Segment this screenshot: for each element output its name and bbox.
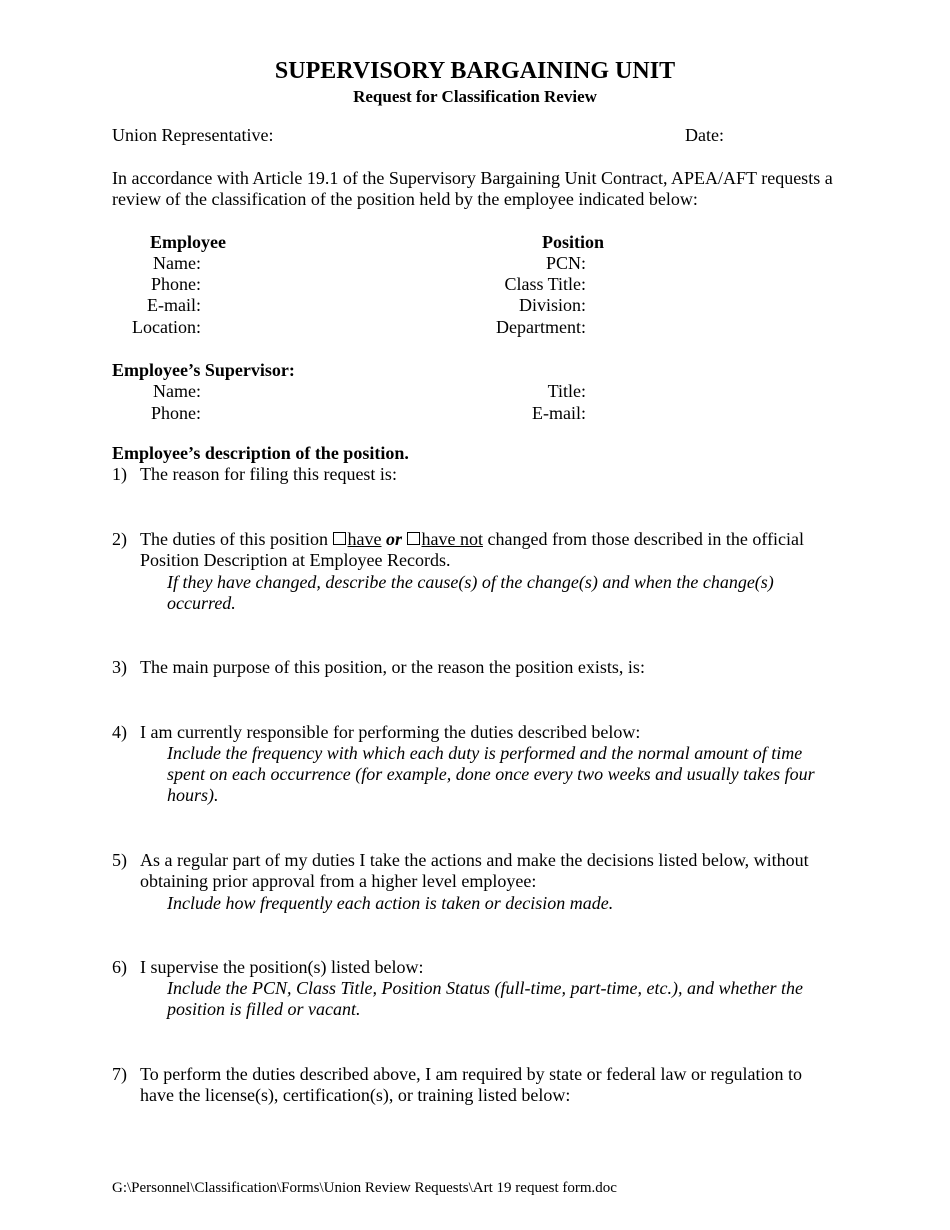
union-representative-label: Union Representative: <box>112 125 274 145</box>
or-label: or <box>385 529 402 549</box>
supervisor-title-label: Title: <box>547 381 586 401</box>
item-4-note: Include the frequency with which each duty is performed and the normal amount of time spent on each occurrence (for example, done once every two weeks and usually takes four hours). <box>167 743 815 805</box>
footer-file-path: G:\Personnel\Classification\Forms\Union Review Requests\Art 19 request form.doc <box>112 1180 617 1196</box>
supervisor-email-label: E-mail: <box>532 403 586 423</box>
item-7-text: To perform the duties described above, I am required by state or federal law or regulation to have the license(s), certification(s), or training listed below: <box>140 1064 802 1105</box>
item-6-text: I supervise the position(s) listed below: <box>140 957 424 977</box>
item-1-text: The reason for filing this request is: <box>140 464 397 484</box>
employee-heading: Employee <box>150 232 226 252</box>
item-5-text: As a regular part of my duties I take the actions and make the decisions listed below, without obtaining prior approval from a higher level employee: <box>140 850 809 891</box>
supervisor-name-label: Name: <box>153 381 201 401</box>
employee-phone-label: Phone: <box>150 274 201 294</box>
item-3-number: 3) <box>112 657 127 677</box>
item-1-number: 1) <box>112 464 127 484</box>
item-5-note: Include how frequently each action is taken or decision made. <box>167 893 614 913</box>
item-4-number: 4) <box>112 722 127 742</box>
position-class-title-label: Class Title: <box>504 274 586 294</box>
form-subtitle: Request for Classification Review <box>353 87 597 106</box>
supervisor-heading: Employee’s Supervisor: <box>112 360 295 380</box>
have-checkbox[interactable] <box>333 532 346 545</box>
employee-name-label: Name: <box>153 253 201 273</box>
item-6-note: Include the PCN, Class Title, Position Status (full-time, part-time, etc.), and whether the position is filled or vacant. <box>167 978 803 1019</box>
item-5-number: 5) <box>112 850 127 870</box>
item-2-text-post: changed from those described in the official Position Description at Employee Records. <box>140 529 805 570</box>
employee-location-label: Location: <box>132 317 201 337</box>
item-2-text-pre: The duties of this position <box>140 529 328 549</box>
position-pcn-label: PCN: <box>545 253 586 273</box>
position-department-label: Department: <box>496 317 586 337</box>
have-not-checkbox[interactable] <box>407 532 420 545</box>
item-2-number: 2) <box>112 529 127 549</box>
item-2-note: If they have changed, describe the cause(s) of the change(s) and when the change(s) occurred. <box>167 572 774 613</box>
item-3-text: The main purpose of this position, or the reason the position exists, is: <box>140 657 645 677</box>
have-not-option-label: have not <box>421 529 483 549</box>
item-7-number: 7) <box>112 1064 127 1084</box>
position-heading: Position <box>542 232 605 252</box>
employee-email-label: E-mail: <box>147 295 201 315</box>
item-4-text: I am currently responsible for performing the duties described below: <box>140 722 641 742</box>
position-division-label: Division: <box>518 295 586 315</box>
supervisor-phone-label: Phone: <box>150 403 201 423</box>
item-6-number: 6) <box>112 957 127 977</box>
intro-paragraph: In accordance with Article 19.1 of the Supervisory Bargaining Unit Contract, APEA/AFT requests a review of the classification of the position held by the employee indicated below: <box>112 168 833 209</box>
have-option-label: have <box>347 529 382 549</box>
item-2-text <box>140 529 840 571</box>
form-title: SUPERVISORY BARGAINING UNIT <box>274 58 676 84</box>
date-label: Date: <box>685 125 724 145</box>
description-heading: Employee’s description of the position. <box>112 443 409 463</box>
